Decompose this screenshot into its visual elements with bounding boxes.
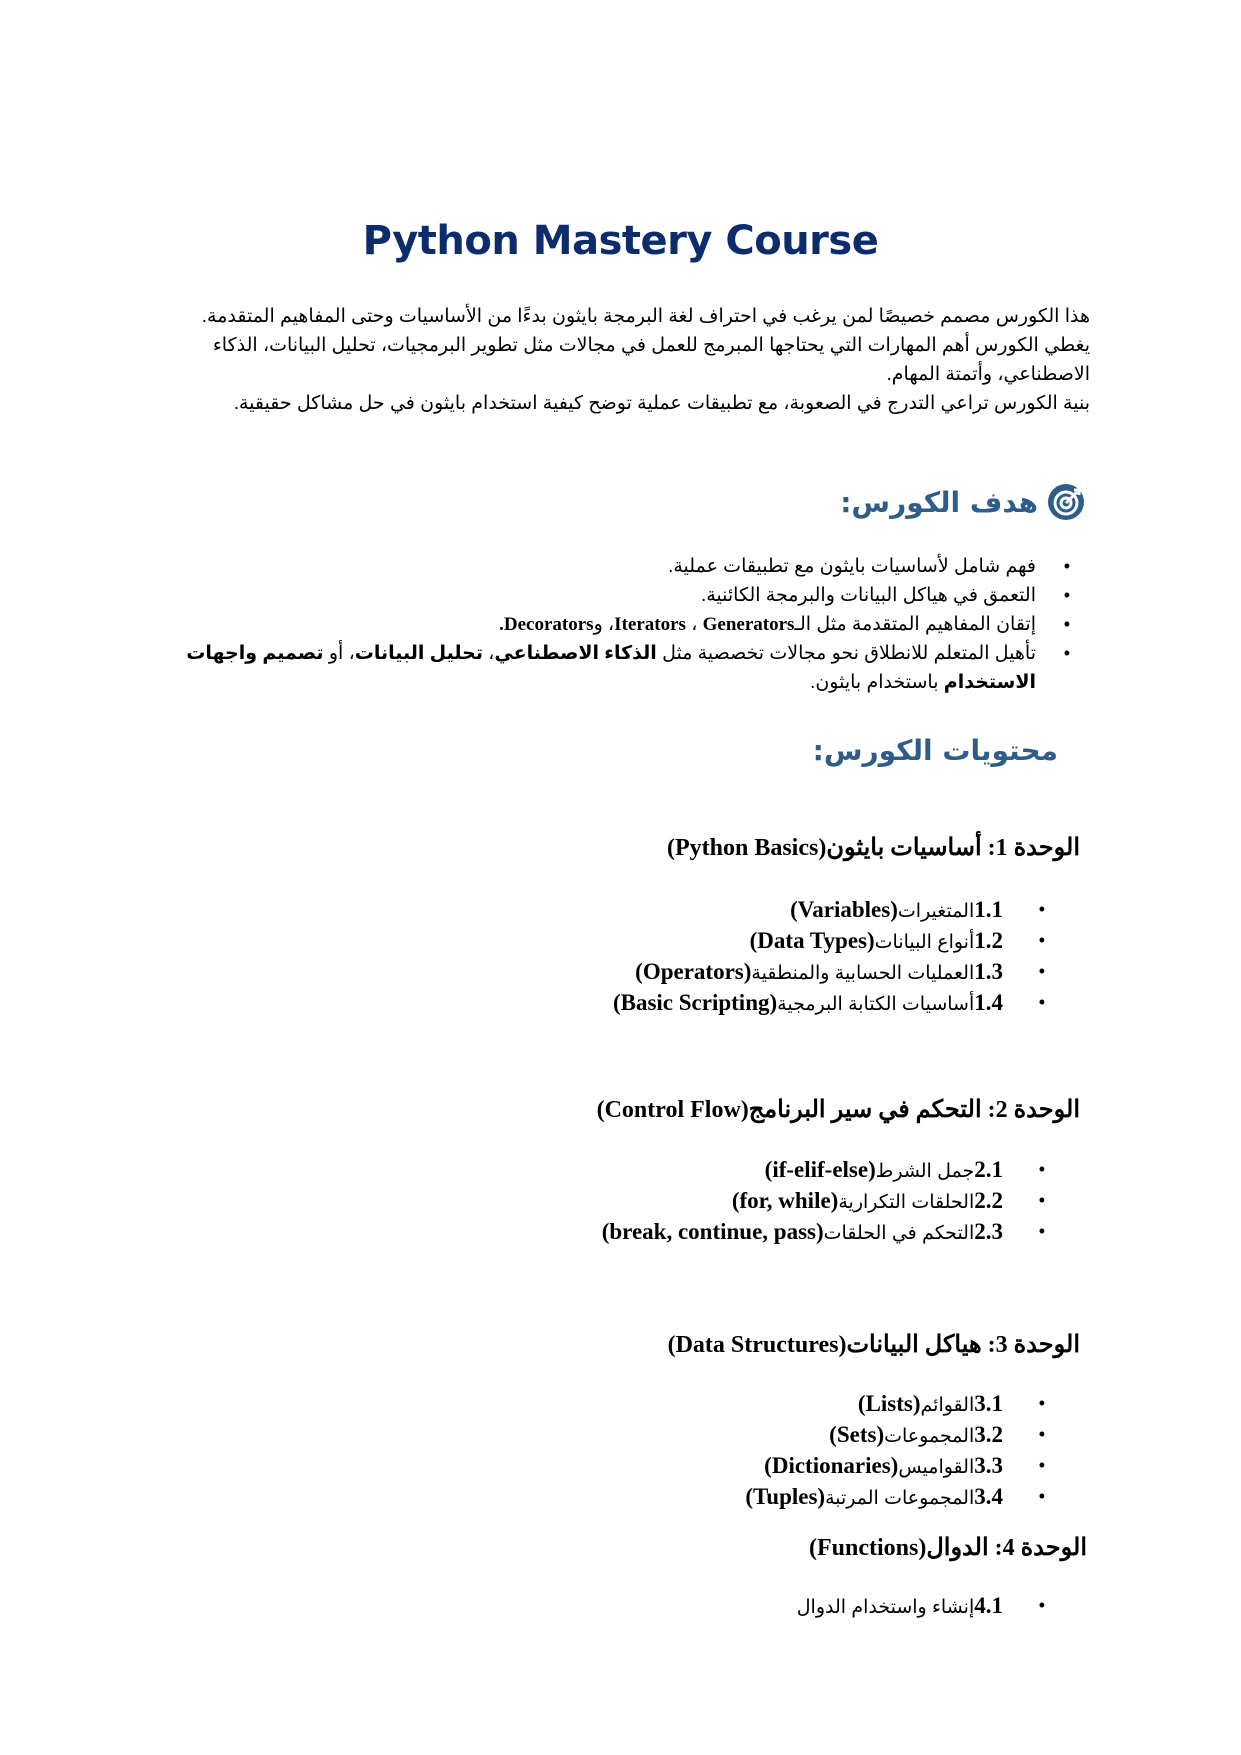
- lesson-item: • 1.2أنواع البيانات(Data Types): [613, 926, 1003, 957]
- unit-lessons: [797, 1591, 1003, 1622]
- goal-heading-text: هدف الكورس:: [840, 485, 1038, 519]
- unit-title: الوحدة 4: الدوال(Functions): [808, 1535, 1087, 1561]
- goal-item: • فهم شامل لأساسيات بايثون مع تطبيقات عملية.: [156, 552, 1036, 581]
- intro-line-1: هذا الكورس مصمم خصيصًا لمن يرغب في احتراف لغة البرمجة بايثون بدءًا من الأساسيات وحتى المفاهيم المتقدمة.: [201, 306, 1090, 327]
- lesson-item: • 1.1المتغيرات(Variables): [613, 895, 1003, 926]
- lesson-item: • 3.1القوائم(Lists): [745, 1389, 1003, 1420]
- goal-item: • تأهيل المتعلم للانطلاق نحو مجالات تخصصية مثل الذكاء الاصطناعي، تحليل البيانات، أو تصميم واجهات الاستخدام باستخدام بايثون.: [156, 639, 1036, 697]
- lesson-item: • 3.2المجموعات(Sets): [745, 1420, 1003, 1451]
- unit-lessons: [613, 895, 1003, 1019]
- lesson-item: • 3.3القواميس(Dictionaries): [745, 1451, 1003, 1482]
- target-icon: [1046, 482, 1086, 522]
- unit-title: الوحدة 2: التحكم في سير البرنامج(Control Flow): [596, 1097, 1080, 1123]
- lesson-item: • 4.1إنشاء واستخدام الدوال: [797, 1591, 1003, 1622]
- unit-lessons: [745, 1389, 1003, 1513]
- goal-heading: [840, 482, 1086, 522]
- page-title: Python Mastery Course: [362, 218, 879, 264]
- lesson-item: • 1.4أساسيات الكتابة البرمجية(Basic Scripting): [613, 988, 1003, 1019]
- unit-title: الوحدة 1: أساسيات بايثون(Python Basics): [666, 835, 1080, 861]
- lesson-item: • 1.3العمليات الحسابية والمنطقية(Operators): [613, 957, 1003, 988]
- goal-item: • إتقان المفاهيم المتقدمة مثل الـIterators ، Generators، وDecorators.: [156, 610, 1036, 639]
- intro-line-3: بنية الكورس تراعي التدرج في الصعوبة، مع تطبيقات عملية توضح كيفية استخدام بايثون في حل مشاكل حقيقية.: [233, 393, 1090, 414]
- goal-item: • التعمق في هياكل البيانات والبرمجة الكائنية.: [156, 581, 1036, 610]
- lesson-item: • 2.3التحكم في الحلقات(break, continue, pass): [602, 1217, 1003, 1248]
- lesson-item: • 2.2الحلقات التكرارية(for, while): [602, 1186, 1003, 1217]
- unit-lessons: [602, 1155, 1003, 1248]
- content-heading: محتويات الكورس:: [812, 734, 1058, 767]
- goals-list: [156, 552, 1066, 697]
- lesson-item: • 2.1جمل الشرط(if-elif-else): [602, 1155, 1003, 1186]
- intro-line-2: يغطي الكورس أهم المهارات التي يحتاجها المبرمج للعمل في مجالات مثل تطوير البرمجيات، تحليل البيانات، الذكاء الاصطناعي، وأتمتة المهام.: [212, 335, 1090, 385]
- intro-paragraph: [190, 302, 1090, 418]
- unit-title: الوحدة 3: هياكل البيانات(Data Structures): [667, 1332, 1080, 1358]
- lesson-item: • 3.4المجموعات المرتبة(Tuples): [745, 1482, 1003, 1513]
